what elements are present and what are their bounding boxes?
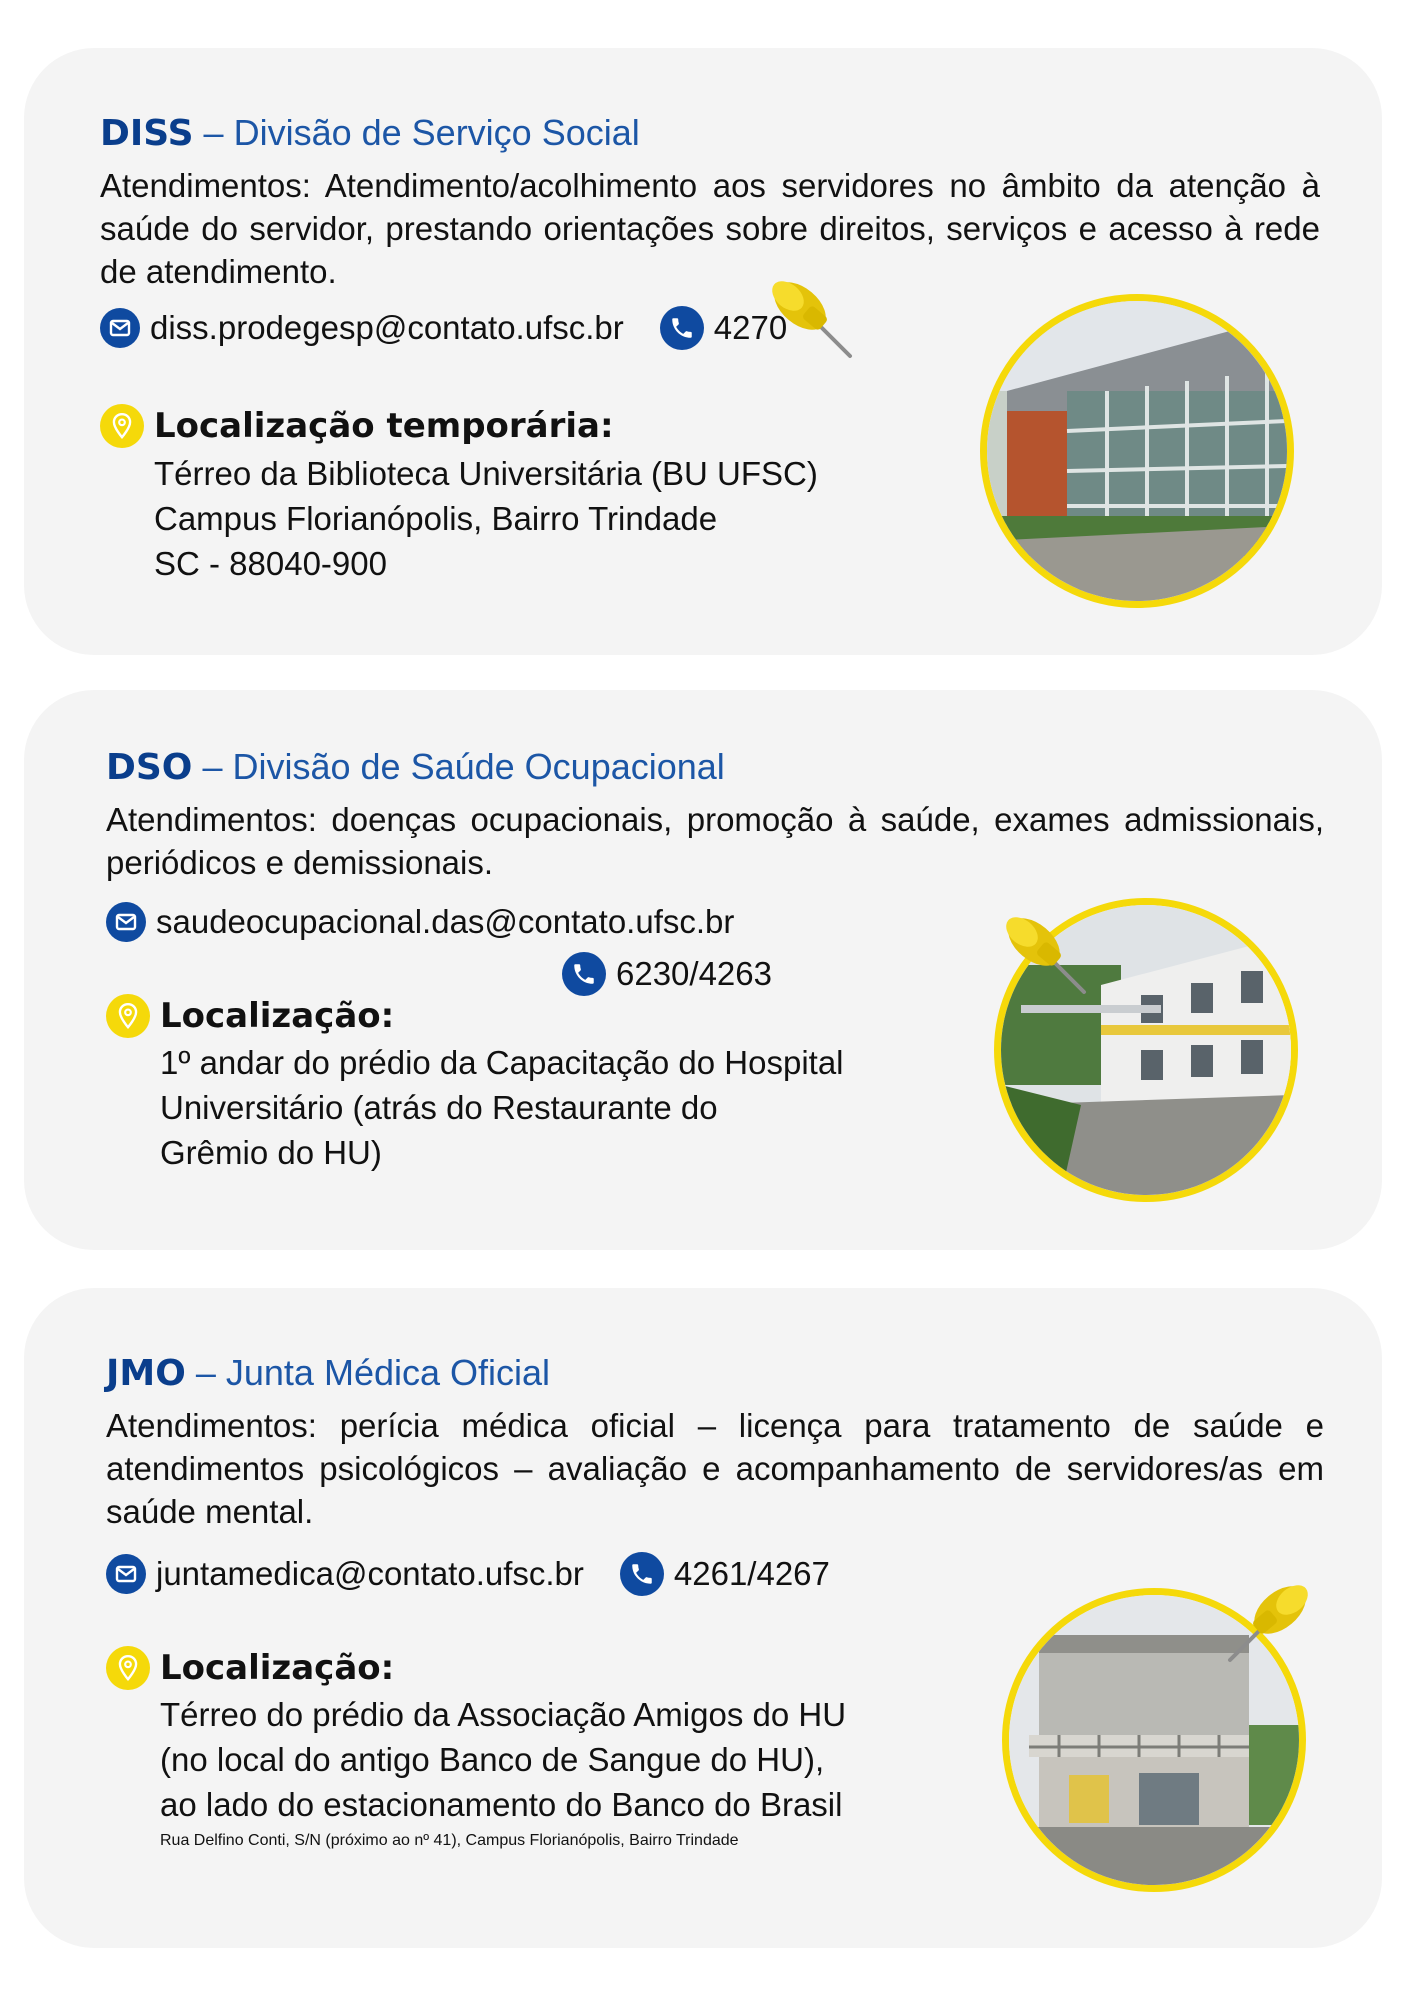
address-block (160, 1692, 846, 1827)
thumbtack-icon (1220, 1570, 1320, 1670)
location-title: Localização: (160, 1648, 395, 1688)
email-link[interactable]: juntamedica@contato.ufsc.br (156, 1555, 584, 1592)
phone-icon (620, 1552, 664, 1596)
location-pin-icon (106, 1646, 150, 1690)
phone-icon (660, 306, 704, 350)
address-line: Grêmio do HU) (160, 1134, 382, 1171)
section-code: DISS (100, 113, 194, 154)
section-card-diss (24, 48, 1382, 655)
phone-number: 4261/4267 (673, 1555, 830, 1592)
address-line: Térreo da Biblioteca Universitária (BU UFSC) (154, 455, 818, 492)
title-dash: – (195, 1352, 216, 1393)
address-note: Rua Delfino Conti, S/N (próximo ao nº 41), Campus Florianópolis, Bairro Trindade (160, 1832, 739, 1849)
envelope-icon (106, 1554, 146, 1594)
section-code: DSO (106, 747, 193, 788)
section-description: Atendimentos: perícia médica oficial – licença para tratamento de saúde e atendimentos psicológicos – avaliação e acompanhamento de servidores/as em saúde mental. (106, 1407, 1324, 1530)
location-title: Localização: (160, 996, 395, 1036)
email-link[interactable]: diss.prodegesp@contato.ufsc.br (150, 309, 624, 346)
address-line: 1º andar do prédio da Capacitação do Hospital (160, 1044, 844, 1081)
contact-row-phone (562, 952, 772, 996)
location-pin-icon (100, 404, 144, 448)
contact-row-email (106, 902, 734, 942)
section-title (106, 1352, 550, 1394)
envelope-icon (100, 308, 140, 348)
section-card-dso (24, 690, 1382, 1250)
location-heading (100, 404, 614, 448)
location-pin-icon (106, 994, 150, 1038)
section-description: Atendimentos: doenças ocupacionais, promoção à saúde, exames admissionais, periódicos e demissionais. (106, 801, 1324, 881)
title-dash: – (202, 746, 223, 787)
location-title: Localização temporária: (154, 406, 614, 446)
contact-row (100, 306, 787, 350)
thumbtack-icon (760, 266, 860, 366)
envelope-icon (106, 902, 146, 942)
phone-icon (562, 952, 606, 996)
thumbtack-icon (994, 902, 1094, 1002)
address-block (154, 451, 818, 586)
address-line: Universitário (atrás do Restaurante do (160, 1089, 718, 1126)
address-line: Térreo do prédio da Associação Amigos do HU (160, 1696, 847, 1733)
library-building-photo (980, 294, 1294, 608)
section-card-jmo (24, 1288, 1382, 1948)
address-line: ao lado do estacionamento do Banco do Brasil (160, 1786, 843, 1823)
address-line: (no local do antigo Banco de Sangue do HU), (160, 1741, 825, 1778)
phone-number: 6230/4263 (616, 955, 772, 992)
location-heading (106, 994, 394, 1038)
email-link[interactable]: saudeocupacional.das@contato.ufsc.br (156, 903, 735, 940)
section-title (100, 112, 640, 154)
section-title (106, 746, 725, 788)
section-name: Divisão de Saúde Ocupacional (232, 746, 725, 787)
section-description: Atendimentos: Atendimento/acolhimento aos servidores no âmbito da atenção à saúde do servidor, prestando orientações sobre direitos, serviços e acesso à rede de atendimento. (100, 167, 1320, 290)
phone-number: 4270 (713, 309, 788, 346)
contact-row (106, 1552, 830, 1596)
title-dash: – (203, 112, 224, 153)
section-name: Junta Médica Oficial (225, 1352, 551, 1393)
section-code: JMO (106, 1353, 186, 1394)
section-name: Divisão de Serviço Social (233, 112, 640, 153)
address-line: SC - 88040-900 (154, 545, 387, 582)
address-line: Campus Florianópolis, Bairro Trindade (154, 500, 718, 537)
address-block (160, 1040, 844, 1175)
location-heading (106, 1646, 394, 1690)
